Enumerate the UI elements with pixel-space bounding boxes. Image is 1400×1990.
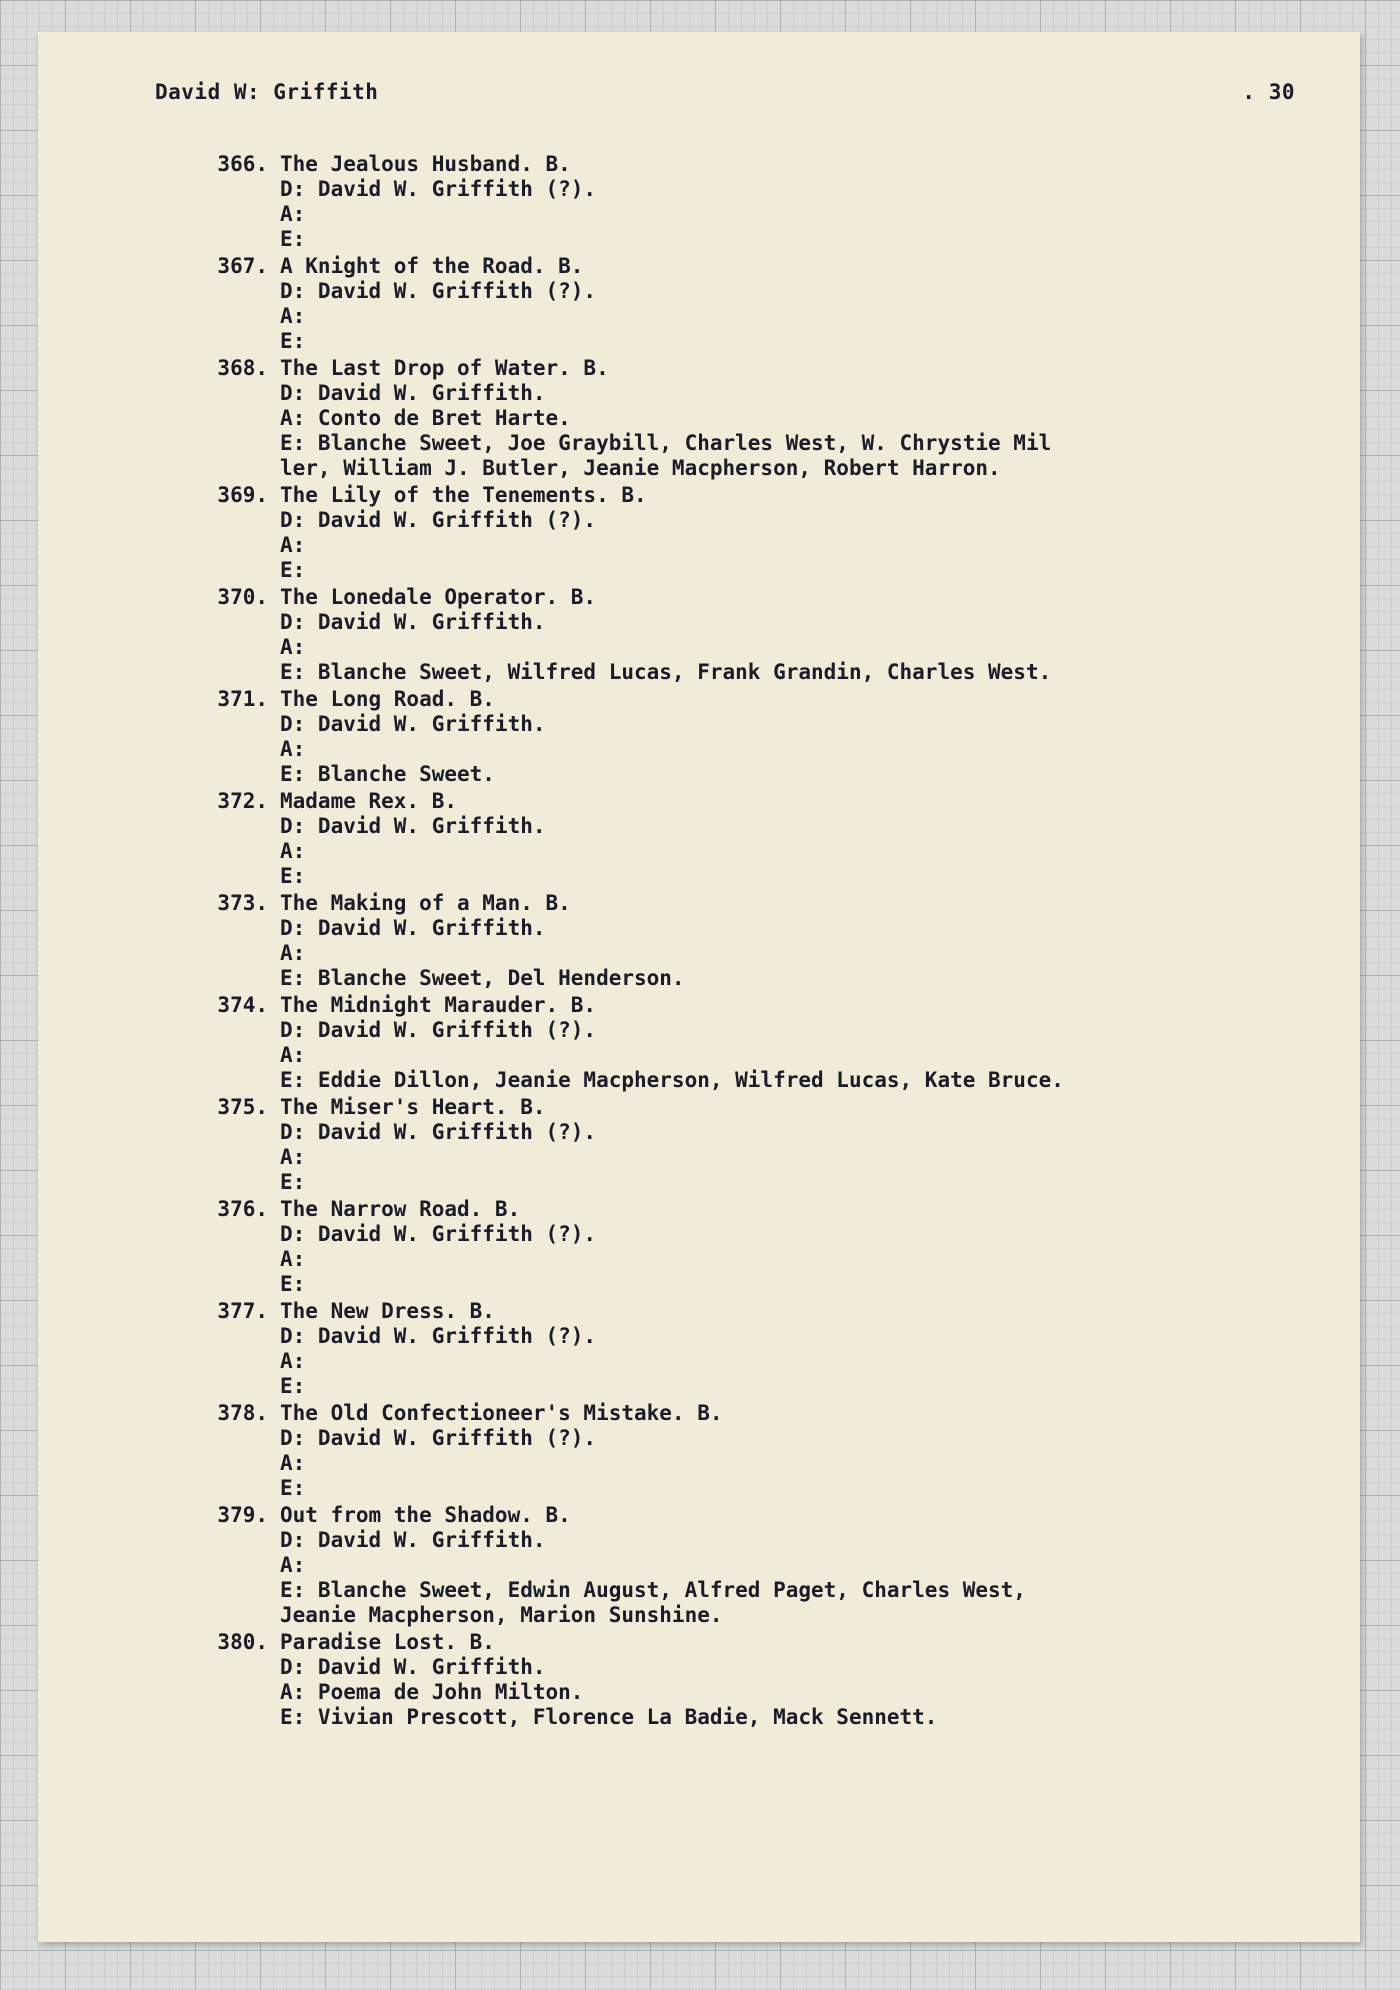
film-entry (208, 152, 1318, 252)
entry-detail-line: A: (280, 1247, 306, 1271)
entry-body (280, 1630, 1318, 1730)
entry-body (280, 789, 1318, 889)
entry-detail-line: E: Vivian Prescott, Florence La Badie, Mack Sennett. (280, 1705, 938, 1729)
entry-number: 369. (217, 483, 268, 507)
film-title: The Narrow Road. B. (280, 1197, 521, 1221)
entry-body (280, 356, 1318, 481)
film-title: The Miser's Heart. B. (280, 1095, 546, 1119)
film-entry (208, 1503, 1318, 1628)
entry-number: 379. (217, 1503, 268, 1527)
entry-body (280, 1401, 1318, 1501)
entry-detail-line: D: David W. Griffith (?). (280, 1426, 597, 1450)
entry-number: 366. (217, 152, 268, 176)
film-title: Madame Rex. B. (280, 789, 458, 813)
film-entry (208, 356, 1318, 481)
film-entry (208, 1299, 1318, 1399)
entry-detail-line: D: David W. Griffith. (280, 381, 546, 405)
entry-number: 376. (217, 1197, 268, 1221)
film-title: The Jealous Husband. B. (280, 152, 571, 176)
entry-body (280, 483, 1318, 583)
film-title: The Lily of the Tenements. B. (280, 483, 647, 507)
entry-detail-line: E: Eddie Dillon, Jeanie Macpherson, Wilfred Lucas, Kate Bruce. (280, 1068, 1064, 1092)
entry-detail-line: A: (280, 941, 306, 965)
entry-detail-line: D: David W. Griffith (?). (280, 1222, 597, 1246)
entry-detail-line: E: (280, 1476, 306, 1500)
entry-detail-line: D: David W. Griffith. (280, 814, 546, 838)
entry-number: 378. (217, 1401, 268, 1425)
film-entry (208, 993, 1318, 1093)
film-title: Paradise Lost. B. (280, 1630, 495, 1654)
film-title: The Making of a Man. B. (280, 891, 571, 915)
film-entry (208, 789, 1318, 889)
entry-body (280, 1197, 1318, 1297)
entry-detail-line: A: Conto de Bret Harte. (280, 406, 571, 430)
entry-detail-line: E: (280, 1374, 306, 1398)
film-entry (208, 1197, 1318, 1297)
entry-body (280, 1299, 1318, 1399)
film-title: The Last Drop of Water. B. (280, 356, 609, 380)
entry-detail-line: E: Blanche Sweet, Del Henderson. (280, 966, 685, 990)
entry-detail-line: ler, William J. Butler, Jeanie Macpherson, Robert Harron. (280, 456, 1001, 480)
entry-detail-line: A: (280, 635, 306, 659)
entry-body (280, 687, 1318, 787)
film-entry (208, 1630, 1318, 1730)
entry-number: 368. (217, 356, 268, 380)
entry-detail-line: D: David W. Griffith (?). (280, 177, 597, 201)
entry-detail-line: D: David W. Griffith (?). (280, 1018, 597, 1042)
entry-detail-line: A: Poema de John Milton. (280, 1680, 584, 1704)
entry-body (280, 1503, 1318, 1628)
entry-detail-line: E: Blanche Sweet. (280, 762, 495, 786)
film-entry (208, 483, 1318, 583)
entry-number: 371. (217, 687, 268, 711)
film-entry (208, 254, 1318, 354)
film-entry (208, 1401, 1318, 1501)
film-title: A Knight of the Road. B. (280, 254, 584, 278)
film-entry (208, 1095, 1318, 1195)
entry-number: 375. (217, 1095, 268, 1119)
entry-number: 372. (217, 789, 268, 813)
entry-detail-line: D: David W. Griffith. (280, 712, 546, 736)
film-title: The New Dress. B. (280, 1299, 495, 1323)
film-title: The Old Confectioneer's Mistake. B. (280, 1401, 723, 1425)
entry-number: 380. (217, 1630, 268, 1654)
film-title: The Long Road. B. (280, 687, 495, 711)
entry-detail-line: D: David W. Griffith. (280, 1528, 546, 1552)
entry-detail-line: A: (280, 1145, 306, 1169)
entry-detail-line: A: (280, 1451, 306, 1475)
entry-number: 374. (217, 993, 268, 1017)
entry-detail-line: D: David W. Griffith. (280, 610, 546, 634)
author-heading: David W: Griffith (155, 80, 379, 104)
entry-detail-line: D: David W. Griffith. (280, 1655, 546, 1679)
entry-body (280, 1095, 1318, 1195)
entry-body (280, 891, 1318, 991)
film-title: Out from the Shadow. B. (280, 1503, 571, 1527)
entry-number: 373. (217, 891, 268, 915)
entry-detail-line: E: (280, 329, 306, 353)
film-entry (208, 687, 1318, 787)
typed-page (38, 32, 1360, 1942)
film-entry (208, 585, 1318, 685)
entry-body (280, 993, 1318, 1093)
entry-detail-line: A: (280, 737, 306, 761)
entry-body (280, 152, 1318, 252)
entry-detail-line: E: Blanche Sweet, Wilfred Lucas, Frank Grandin, Charles West. (280, 660, 1052, 684)
entry-detail-line: A: (280, 202, 306, 226)
entry-detail-line: A: (280, 1043, 306, 1067)
film-title: The Midnight Marauder. B. (280, 993, 597, 1017)
entry-detail-line: A: (280, 1349, 306, 1373)
entry-detail-line: E: (280, 1170, 306, 1194)
entry-detail-line: E: (280, 864, 306, 888)
entry-detail-line: D: David W. Griffith (?). (280, 508, 597, 532)
entry-detail-line: Jeanie Macpherson, Marion Sunshine. (280, 1603, 723, 1627)
entry-detail-line: A: (280, 839, 306, 863)
entry-detail-line: E: (280, 1272, 306, 1296)
entry-detail-line: E: Blanche Sweet, Joe Graybill, Charles West, W. Chrystie Mil (280, 431, 1052, 455)
entry-detail-line: D: David W. Griffith (?). (280, 279, 597, 303)
entry-detail-line: A: (280, 533, 306, 557)
entry-detail-line: E: (280, 227, 306, 251)
entry-detail-line: E: Blanche Sweet, Edwin August, Alfred Paget, Charles West, (280, 1578, 1026, 1602)
entry-number: 377. (217, 1299, 268, 1323)
entry-number: 370. (217, 585, 268, 609)
entry-detail-line: A: (280, 1553, 306, 1577)
filmography-list (208, 152, 1318, 1732)
entry-detail-line: A: (280, 304, 306, 328)
entry-number: 367. (217, 254, 268, 278)
entry-body (280, 585, 1318, 685)
page-number: . 30 (1242, 80, 1295, 104)
film-entry (208, 891, 1318, 991)
entry-detail-line: E: (280, 558, 306, 582)
entry-detail-line: D: David W. Griffith. (280, 916, 546, 940)
entry-detail-line: D: David W. Griffith (?). (280, 1120, 597, 1144)
entry-body (280, 254, 1318, 354)
film-title: The Lonedale Operator. B. (280, 585, 597, 609)
entry-detail-line: D: David W. Griffith (?). (280, 1324, 597, 1348)
